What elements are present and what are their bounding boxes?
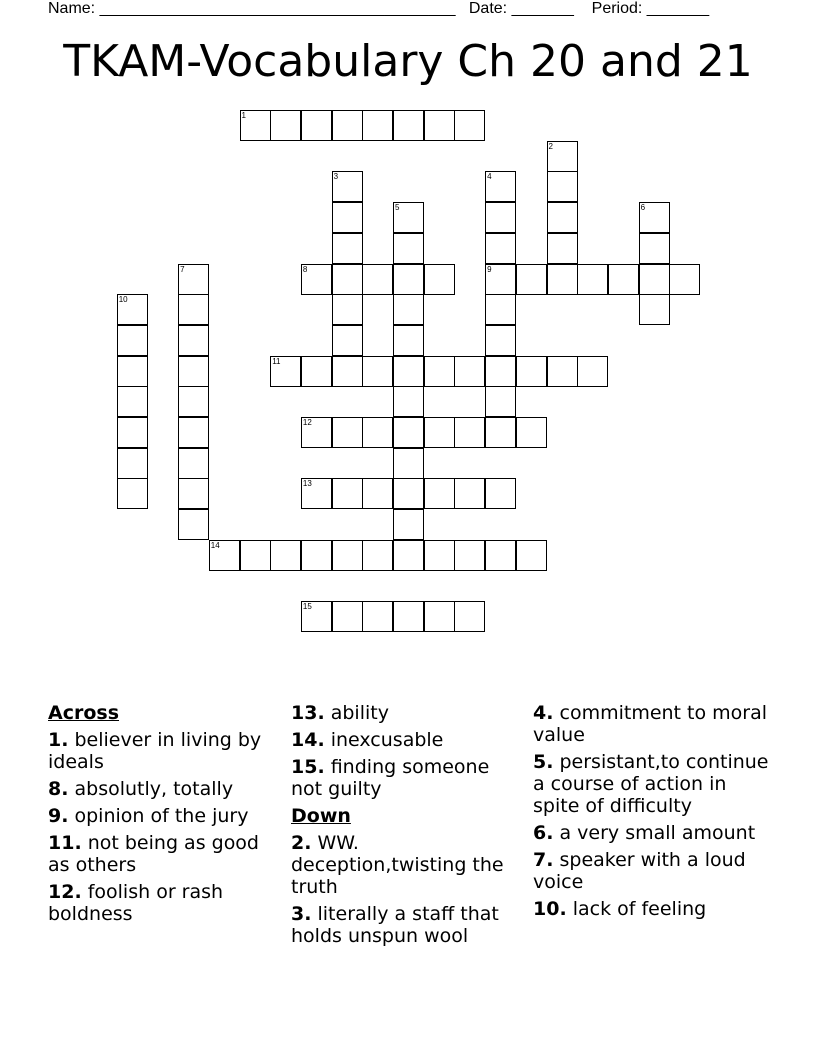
clue-across-13: 13. ability xyxy=(291,702,389,724)
clue-across-15: 15. finding someone not guilty xyxy=(291,756,490,800)
grid-cell[interactable] xyxy=(393,264,424,295)
grid-cell[interactable] xyxy=(485,264,516,295)
grid-cell[interactable] xyxy=(117,478,148,509)
grid-cell[interactable] xyxy=(547,233,578,264)
grid-cell[interactable] xyxy=(332,171,363,202)
grid-cell[interactable] xyxy=(639,233,670,264)
name-blank[interactable]: ________________________________________ xyxy=(99,0,456,17)
grid-cell[interactable] xyxy=(209,540,240,571)
grid-cell[interactable] xyxy=(639,294,670,325)
grid-cell[interactable] xyxy=(178,417,209,448)
grid-cell[interactable] xyxy=(393,110,424,141)
grid-cell[interactable] xyxy=(178,509,209,540)
clue-number: 9 xyxy=(487,264,492,274)
grid-cell[interactable] xyxy=(393,601,424,632)
clue-number: 4 xyxy=(487,172,492,182)
grid-cell[interactable] xyxy=(332,264,363,295)
clue-number: 3 xyxy=(333,172,339,182)
clue-number: 13 xyxy=(302,479,312,489)
grid-cell[interactable] xyxy=(424,110,455,141)
clue-number: 12 xyxy=(302,418,312,427)
grid-cell[interactable] xyxy=(332,356,363,387)
grid-cell[interactable] xyxy=(393,356,424,387)
grid-cell[interactable] xyxy=(117,417,148,448)
grid-cell[interactable] xyxy=(424,264,455,295)
grid-cell[interactable] xyxy=(393,294,424,325)
clue-down-4: 4. commitment to moral value xyxy=(533,702,768,746)
clue-number: 7 xyxy=(180,264,185,274)
page-title: TKAM-Vocabulary Ch 20 and 21 xyxy=(63,36,753,87)
grid-cell[interactable] xyxy=(301,540,332,571)
grid-cell[interactable] xyxy=(485,171,516,202)
grid-cell[interactable] xyxy=(547,171,578,202)
grid-cell[interactable] xyxy=(362,417,393,448)
grid-cell[interactable] xyxy=(424,478,455,509)
grid-cell[interactable] xyxy=(516,417,547,448)
clue-across-1: 1. believer in living by ideals xyxy=(48,729,262,773)
grid-cell[interactable] xyxy=(332,478,363,509)
grid-cell[interactable] xyxy=(485,417,516,448)
date-label: Date: xyxy=(468,0,508,17)
grid-cell[interactable] xyxy=(178,325,209,356)
clue-down-5: 5. persistant,to continue a course of action in spite of difficulty xyxy=(533,751,769,817)
grid-cell[interactable] xyxy=(669,264,700,295)
grid-cell[interactable] xyxy=(270,540,301,571)
grid-cell[interactable] xyxy=(577,356,608,387)
clue-down-7: 7. speaker with a loud voice xyxy=(533,849,746,893)
clue-down-6: 6. a very small amount xyxy=(533,822,756,844)
grid-cell[interactable] xyxy=(178,356,209,387)
grid-cell[interactable] xyxy=(362,601,393,632)
grid-cell[interactable] xyxy=(454,110,485,141)
grid-cell[interactable] xyxy=(332,294,363,325)
grid-cell[interactable] xyxy=(547,264,578,295)
grid-cell[interactable] xyxy=(547,141,578,172)
across-heading: Across xyxy=(48,702,120,724)
grid-cell[interactable] xyxy=(485,386,516,417)
grid-cell[interactable] xyxy=(117,294,148,325)
grid-cell[interactable] xyxy=(516,356,547,387)
grid-cell[interactable] xyxy=(117,356,148,387)
grid-cell[interactable] xyxy=(301,478,332,509)
grid-cell[interactable] xyxy=(393,386,424,417)
clue-number: 8 xyxy=(302,264,308,274)
grid-cell[interactable] xyxy=(332,417,363,448)
grid-cell[interactable] xyxy=(301,356,332,387)
grid-cell[interactable] xyxy=(178,448,209,479)
date-blank[interactable]: _______ xyxy=(511,0,574,17)
down-heading: Down xyxy=(291,805,351,827)
grid-cell[interactable] xyxy=(178,386,209,417)
grid-cell[interactable] xyxy=(454,601,485,632)
clue-column-1 xyxy=(48,702,280,930)
grid-cell[interactable] xyxy=(485,540,516,571)
grid-cell[interactable] xyxy=(454,540,485,571)
grid-cell[interactable] xyxy=(393,325,424,356)
clue-number: 5 xyxy=(395,203,400,213)
grid-cell[interactable] xyxy=(454,478,485,509)
clue-down-2: 2. WW. deception,twisting the truth xyxy=(291,832,504,898)
clue-number: 15 xyxy=(302,602,312,612)
grid-cell[interactable] xyxy=(301,601,332,632)
grid-cell[interactable] xyxy=(362,478,393,509)
grid-cell[interactable] xyxy=(332,233,363,264)
clue-down-3: 3. literally a staff that holds unspun wool xyxy=(291,903,499,947)
grid-cell[interactable] xyxy=(240,540,271,571)
grid-cell[interactable] xyxy=(485,294,516,325)
grid-cell[interactable] xyxy=(270,110,301,141)
clue-number: 2 xyxy=(548,141,553,151)
clue-number: 10 xyxy=(118,295,128,305)
grid-cell[interactable] xyxy=(332,601,363,632)
grid-cell[interactable] xyxy=(424,540,455,571)
period-label: Period: xyxy=(591,0,643,17)
grid-cell[interactable] xyxy=(117,386,148,417)
clue-number: 1 xyxy=(241,111,246,120)
grid-cell[interactable] xyxy=(424,601,455,632)
grid-cell[interactable] xyxy=(332,540,363,571)
name-label: Name: xyxy=(48,0,96,17)
grid-cell[interactable] xyxy=(516,540,547,571)
grid-cell[interactable] xyxy=(424,356,455,387)
grid-cell[interactable] xyxy=(178,478,209,509)
grid-cell[interactable] xyxy=(178,264,209,295)
grid-cell[interactable] xyxy=(577,264,608,295)
period-blank[interactable]: _______ xyxy=(646,0,710,17)
grid-cell[interactable] xyxy=(547,202,578,233)
grid-cell[interactable] xyxy=(485,356,516,387)
grid-cell[interactable] xyxy=(393,233,424,264)
clue-number: 11 xyxy=(272,356,281,366)
grid-cell[interactable] xyxy=(362,110,393,141)
grid-cell[interactable] xyxy=(424,417,455,448)
grid-cell[interactable] xyxy=(454,356,485,387)
grid-cell[interactable] xyxy=(393,540,424,571)
grid-cell[interactable] xyxy=(332,110,363,141)
grid-cell[interactable] xyxy=(485,202,516,233)
clue-across-9: 9. opinion of the jury xyxy=(48,805,249,827)
grid-cell[interactable] xyxy=(547,356,578,387)
grid-cell[interactable] xyxy=(332,325,363,356)
grid-cell[interactable] xyxy=(608,264,639,295)
grid-cell[interactable] xyxy=(485,478,516,509)
grid-cell[interactable] xyxy=(639,264,670,295)
grid-cell[interactable] xyxy=(301,110,332,141)
grid-cell[interactable] xyxy=(270,356,301,387)
grid-cell[interactable] xyxy=(301,264,332,295)
grid-cell[interactable] xyxy=(485,325,516,356)
clue-across-12: 12. foolish or rash boldness xyxy=(48,881,224,925)
grid-cell[interactable] xyxy=(393,417,424,448)
grid-cell[interactable] xyxy=(362,540,393,571)
grid-cell[interactable] xyxy=(485,233,516,264)
clue-across-11: 11. not being as good as others xyxy=(48,832,259,876)
grid-cell[interactable] xyxy=(516,264,547,295)
clue-number: 14 xyxy=(210,540,220,550)
grid-cell[interactable] xyxy=(332,202,363,233)
grid-cell[interactable] xyxy=(117,448,148,479)
grid-cell[interactable] xyxy=(178,294,209,325)
grid-cell[interactable] xyxy=(393,202,424,233)
grid-cell[interactable] xyxy=(393,478,424,509)
clue-across-8: 8. absolutly, totally xyxy=(48,778,234,800)
clue-column-2 xyxy=(291,702,526,952)
grid-cell[interactable] xyxy=(362,264,393,295)
grid-cell[interactable] xyxy=(393,448,424,479)
clue-across-14: 14. inexcusable xyxy=(291,729,444,751)
grid-cell[interactable] xyxy=(117,325,148,356)
grid-cell[interactable] xyxy=(393,509,424,540)
clue-number: 6 xyxy=(640,203,646,213)
grid-cell[interactable] xyxy=(454,417,485,448)
grid-cell[interactable] xyxy=(301,417,332,448)
grid-cell[interactable] xyxy=(362,356,393,387)
clue-down-10: 10. lack of feeling xyxy=(533,898,707,920)
clue-column-3 xyxy=(533,702,773,925)
grid-cell[interactable] xyxy=(240,110,271,141)
grid-cell[interactable] xyxy=(639,202,670,233)
